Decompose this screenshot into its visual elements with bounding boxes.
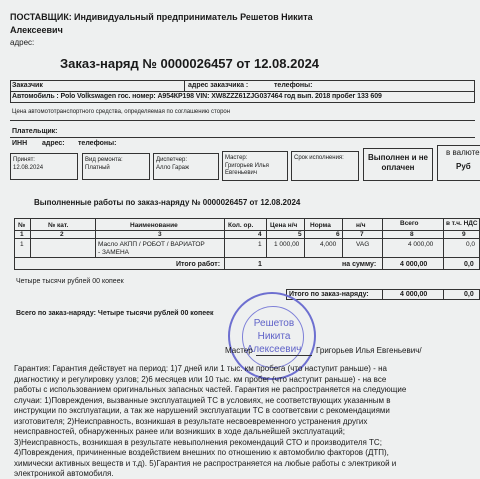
col-total: Всего (400, 220, 419, 227)
works-sum-value: 4 000,00 (400, 261, 428, 268)
supplier-name-cont: Алексеевич (10, 25, 63, 35)
accepted-label: Принят: (13, 157, 35, 163)
row-name-2: - ЗАМЕНА (98, 249, 130, 256)
colnum-1: 1 (20, 231, 24, 238)
master-sign-name: Григорьев Илья Евгеньевич/ (316, 346, 422, 355)
col-norm: Норма (310, 222, 331, 229)
price-note: Цена автомототранспортного средства, определяемая по соглашению сторон (12, 109, 231, 115)
guarantee-line: инструкции по эксплуатации, а так же нарушений эксплуатации ТС в соответсвии с рекомендациями (14, 406, 390, 415)
row-nh: VAG (356, 241, 370, 248)
guarantee-line: 3)Неисправность, возникшая в результате невыполнения рекомендаций СТО и производителя ТС; (14, 437, 382, 447)
guarantee-line: Гарантия: Гарантия действует на период: 1)7 дней или 1 тыс. км пробега (что наступит раньше) - на (14, 364, 387, 373)
col-nh: н/ч (356, 222, 366, 229)
works-total-label: Итого работ: (176, 261, 221, 268)
customer-address-label: адрес заказчика : (188, 82, 249, 89)
row-name-1: Масло АКПП / РОБОТ / ВАРИАТОР (98, 241, 205, 248)
row-qty: 1 (258, 241, 262, 248)
supplier-label: ПОСТАВЩИК: (10, 12, 72, 22)
colnum-7: 7 (360, 231, 364, 238)
works-heading: Выполненные работы по заказ-наряду № 0000026457 от 12.08.2024 (34, 198, 301, 207)
guarantee-line: изготовителя; 2)Неисправность, возникшая в результате несвоевременного устранения других (14, 416, 368, 426)
col-num: № (18, 222, 26, 229)
colnum-2: 2 (60, 231, 64, 238)
order-total-label: Итого по заказ-наряду: (289, 291, 369, 298)
colnum-5: 5 (298, 231, 302, 238)
guarantee-text (14, 364, 476, 479)
dispatcher-value: Алло Гараж (156, 165, 190, 171)
colnum-9: 9 (462, 231, 466, 238)
repair-type-label: Вид ремонта: (85, 157, 123, 163)
guarantee-line: диагностику и регулировку узлов; 2)6 месяцев или 10 тыс. км пробег (что наступит раньше) - на все (14, 374, 387, 384)
payer-label: Плательщик: (12, 128, 58, 135)
deadline-label: Срок исполнения: (294, 155, 344, 161)
stamp-line-2: Никита (257, 331, 291, 342)
page-title: Заказ-наряд № 0000026457 от 12.08.2024 (60, 56, 320, 71)
payer-phones-label: телефоны: (78, 140, 117, 147)
order-total-vat: 0,0 (464, 291, 474, 298)
col-name: Наименование (130, 222, 178, 229)
col-price: Цена н/ч (270, 222, 298, 229)
row-vat: 0,0 (466, 241, 476, 248)
master-sign-label: Мастер (225, 346, 253, 355)
stamp-line-1: Решетов (253, 318, 295, 329)
colnum-8: 8 (410, 231, 414, 238)
guarantee-line: работы с использованием оригинальных запасных частей. Гарантия не распространяется на следующие (14, 385, 407, 394)
colnum-3: 3 (158, 231, 162, 238)
payer-address-label: адрес: (42, 140, 65, 147)
row-total: 4 000,00 (408, 241, 434, 248)
currency-value: Руб (456, 162, 471, 171)
accepted-value: 12.08.2024 (13, 165, 44, 171)
status-text: Выполнен и не оплачен (368, 153, 428, 172)
master-value: Григорьев Илья Евгеньевич (225, 163, 269, 176)
col-qty: Кол. ор. (228, 222, 254, 229)
guarantee-line: случаи: 1)Повреждения, вызванные эксплуатацией ТС в условиях, не соответствующих указанным в (14, 395, 391, 405)
guarantee-line: неисправностей, обнаруженных ранее или возникших в ходе дальнейшей эксплуатаций; (14, 427, 345, 436)
supplier-address-label: адрес: (10, 38, 35, 47)
col-vat: в т.ч. НДС (446, 220, 478, 227)
works-sum-label: на сумму: (342, 261, 377, 268)
grand-total-words: Всего по заказ-наряду: Четыре тысячи рублей 00 копеек (16, 310, 214, 317)
guarantee-line: электроникой автомобиля. (14, 469, 114, 478)
order-total-value: 4 000,00 (400, 291, 428, 298)
repair-type-value: Платный (85, 165, 110, 171)
vehicle-line: Автомобиль : Polo Volkswagen гос. номер: А954КР198 VIN: XW8ZZZ61ZJG037464 год вып. 2018 пробег 133 609 (12, 93, 382, 100)
guarantee-line: химически активных веществ и т.д). 5)Гарантия не распространяется на любые работы с электрикой и (14, 458, 397, 468)
guarantee-line: 4)Повреждения, причиненные воздействием внешних по отношению к автомобилю факторов (ДТП), (14, 448, 389, 457)
currency-label: в валюте (446, 148, 480, 157)
col-cat: № кат. (48, 222, 69, 229)
customer-phones-label: телефоны: (274, 82, 313, 89)
master-label: Мастер: (225, 155, 248, 161)
customer-label: Заказчик (12, 82, 43, 89)
dispatcher-label: Диспетчер: (156, 157, 188, 163)
works-sum-vat: 0,0 (464, 261, 474, 268)
row-num: 1 (20, 241, 24, 248)
supplier-name: Индивидуальный предприниматель Решетов Никита (74, 12, 313, 22)
colnum-6: 6 (336, 231, 340, 238)
sum-in-words: Четыре тысячи рублей 00 копеек (16, 278, 124, 285)
stamp-line-3: Алексеевич (246, 344, 302, 355)
row-price: 1 000,00 (274, 241, 300, 248)
inn-label: ИНН (12, 140, 28, 147)
works-total-qty: 1 (258, 261, 262, 268)
row-norm: 4,000 (320, 241, 337, 248)
colnum-4: 4 (258, 231, 262, 238)
